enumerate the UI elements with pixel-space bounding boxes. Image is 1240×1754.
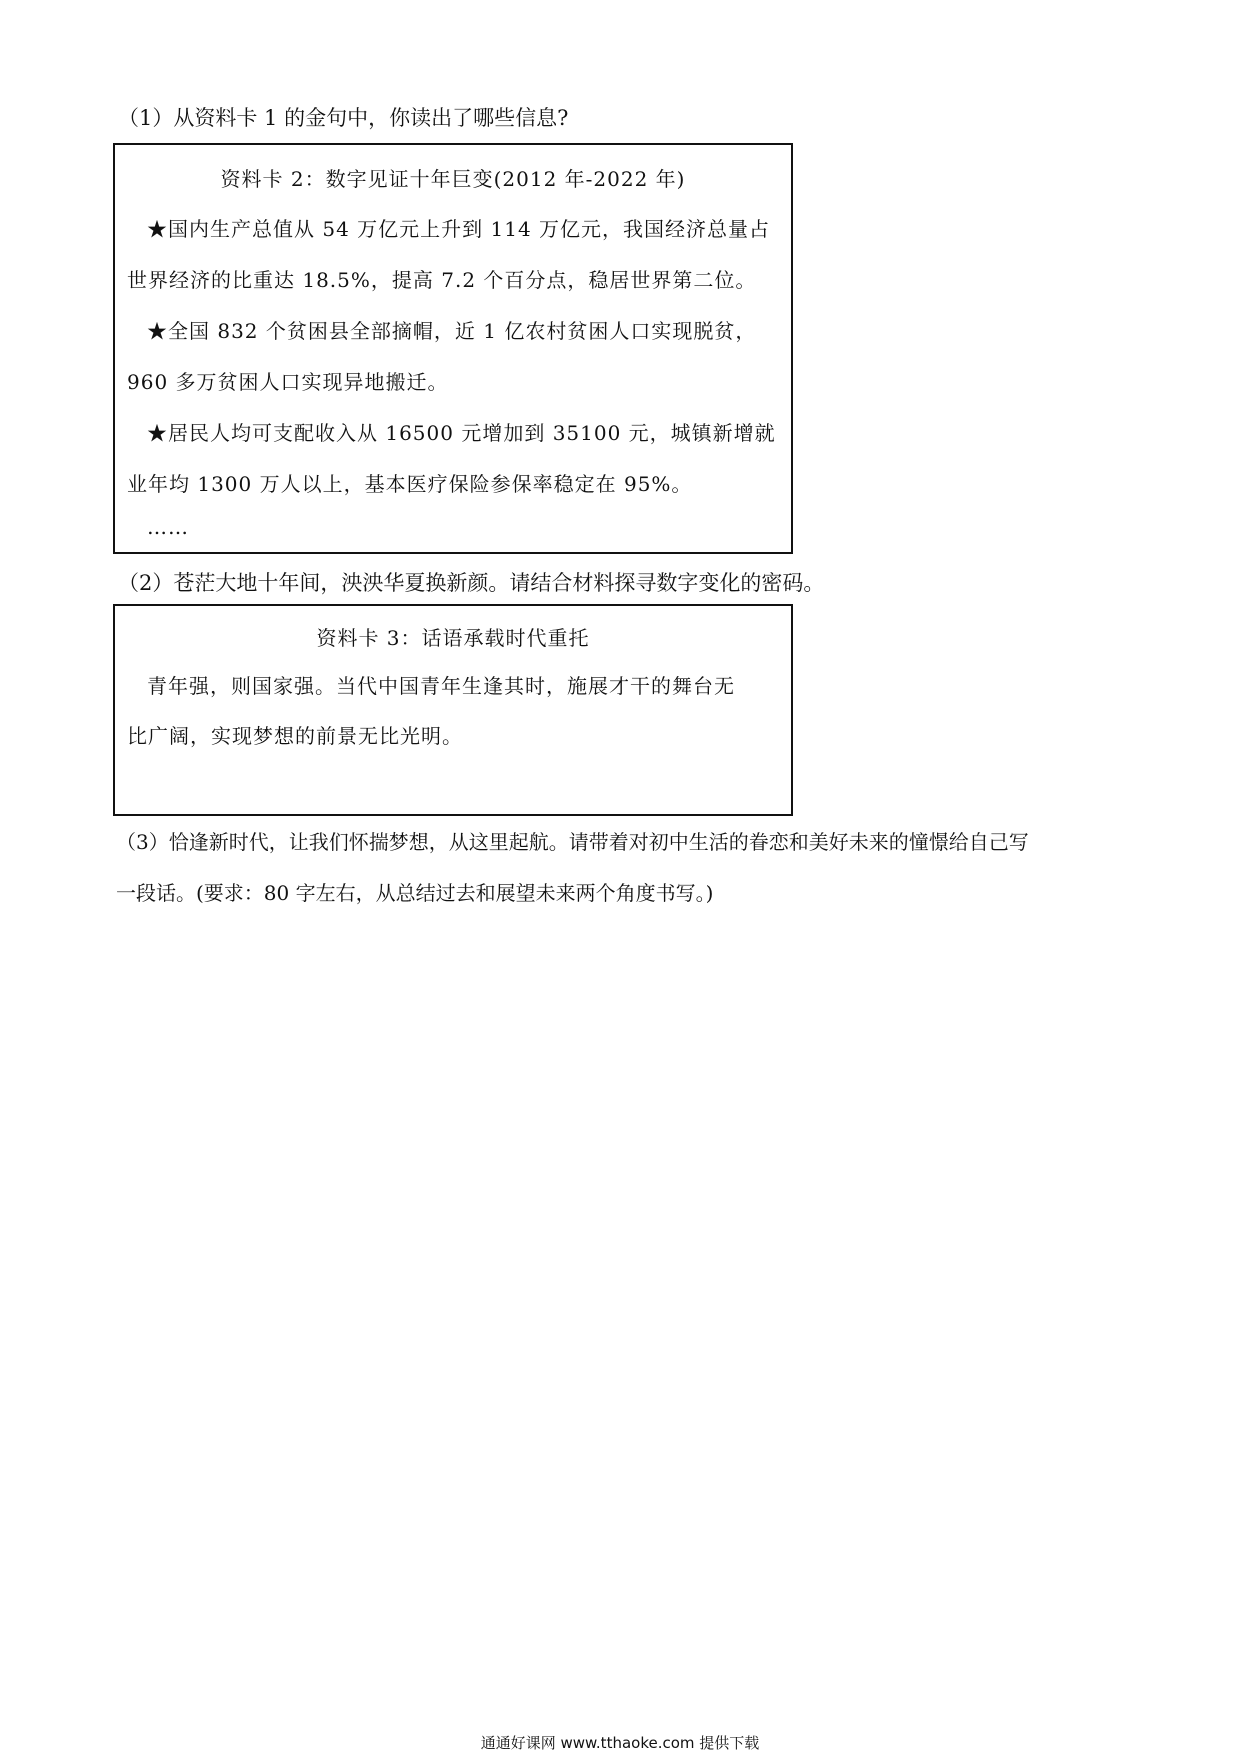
page-footer: 通通好课网 www.tthaoke.com 提供下载 — [480, 1734, 760, 1752]
question-3-line-1: （3）恰逢新时代，让我们怀揣梦想，从这里起航。请带着对初中生活的眷恋和美好未来的憧憬给自己写 — [116, 830, 1029, 854]
card-2-line: ★居民人均可支配收入从 16500 元增加到 35100 元，城镇新增就 — [147, 421, 776, 445]
card-3-title: 资料卡 3：话语承载时代重托 — [316, 626, 590, 650]
card-2-line: ★国内生产总值从 54 万亿元上升到 114 万亿元，我国经济总量占 — [147, 217, 771, 241]
data-card-3 — [113, 604, 793, 816]
question-2: （2）苍茫大地十年间，泱泱华夏换新颜。请结合材料探寻数字变化的密码。 — [118, 571, 825, 595]
card-3-line: 青年强，则国家强。当代中国青年生逢其时，施展才干的舞台无 — [147, 674, 735, 698]
question-3-line-2: 一段话。(要求：80 字左右，从总结过去和展望未来两个角度书写。) — [116, 881, 714, 905]
card-2-line: 业年均 1300 万人以上，基本医疗保险参保率稳定在 95%。 — [127, 472, 693, 496]
card-2-line: 世界经济的比重达 18.5%，提高 7.2 个百分点，稳居世界第二位。 — [127, 268, 757, 292]
card-2-ellipsis: …… — [147, 515, 189, 539]
card-3-line: 比广阔，实现梦想的前景无比光明。 — [127, 724, 463, 748]
data-card-2 — [113, 143, 793, 554]
card-2-title: 资料卡 2：数字见证十年巨变(2012 年-2022 年) — [220, 167, 686, 191]
question-1: （1）从资料卡 1 的金句中，你读出了哪些信息? — [118, 106, 569, 130]
card-2-line: 960 多万贫困人口实现异地搬迁。 — [127, 370, 449, 394]
card-2-line: ★全国 832 个贫困县全部摘帽，近 1 亿农村贫困人口实现脱贫， — [147, 319, 757, 343]
